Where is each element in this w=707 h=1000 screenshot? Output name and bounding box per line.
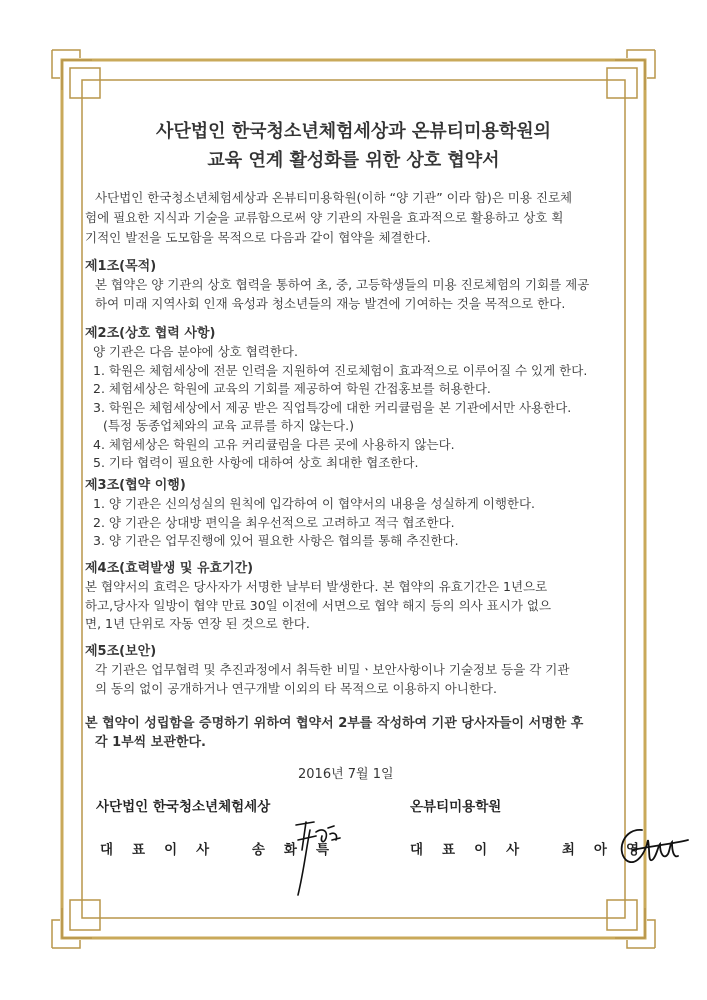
- article-3: [85, 477, 625, 551]
- intro-paragraph: [85, 188, 620, 248]
- article-item: 1. 양 기관은 신의성실의 원칙에 입각하여 이 협약서의 내용을 성실하게 이행한다.: [93, 496, 536, 511]
- intro-line: 사단법인 한국청소년체험세상과 온뷰티미용학원(이하 “양 기관” 이라 함)은 미용 진로체: [95, 190, 573, 205]
- document-title-line1: 사단법인 한국청소년체험세상과 온뷰티미용학원의: [155, 121, 552, 142]
- agreement-date: 2016년 7월 1일: [298, 767, 394, 782]
- article-item: 3. 학원은 체험세상에서 제공 받은 직업특강에 대한 커리큘럼을 본 기관에서만 사용한다.: [93, 399, 572, 415]
- intro-line: 기적인 발전을 도모함을 목적으로 다음과 같이 협약을 체결한다.: [85, 230, 431, 245]
- article-line: 의 동의 없이 공개하거나 연구개발 이외의 타 목적으로 이용하지 아니한다.: [95, 680, 497, 696]
- closing-statement: [85, 714, 625, 752]
- intro-line: 험에 필요한 지식과 기술을 교류함으로써 양 기관의 자원을 효과적으로 활용하고 상호 획: [85, 210, 564, 225]
- article-2: [85, 325, 625, 473]
- article-item: 3. 양 기관은 업무진행에 있어 필요한 사항은 협의를 통해 추진한다.: [93, 533, 459, 548]
- article-heading: 제3조(협약 이행): [85, 478, 186, 493]
- party-1-organization: 사단법인 한국청소년체험세상: [96, 799, 271, 815]
- article-heading: 제5조(보안): [85, 644, 157, 659]
- article-line: 면, 1년 단위로 자동 연장 된 것으로 한다.: [85, 616, 310, 631]
- article-heading: 제2조(상호 협력 사항): [85, 326, 216, 341]
- article-lead: 양 기관은 다음 분야에 상호 협력한다.: [93, 344, 298, 359]
- article-4: [85, 560, 625, 634]
- article-line: 각 기관은 업무협력 및 추진과정에서 취득한 비밀ㆍ보안사항이나 기술정보 등을 각 기관: [95, 662, 570, 677]
- article-5: [85, 643, 625, 698]
- document-title-line2: 교육 연계 활성화를 위한 상호 협약서: [207, 150, 500, 171]
- article-item: 2. 양 기관은 상대방 편익을 최우선적으로 고려하고 적극 협조한다.: [93, 514, 455, 530]
- article-1: [85, 258, 625, 313]
- party-2-organization: 온뷰티미용학원: [410, 799, 502, 815]
- article-line: 본 협약은 양 기관의 상호 협력을 통하여 초, 중, 고등학생들의 미용 진로체험의 기회를 제공: [95, 277, 590, 292]
- article-item: 2. 체험세상은 학원에 교육의 기회를 제공하여 학원 간접홍보를 허용한다.: [93, 381, 491, 396]
- party-1-representative: 대표이사 송화특: [100, 842, 348, 858]
- article-heading: 제4조(효력발생 및 유효기간): [85, 561, 254, 576]
- closing-line: 각 1부씩 보관한다.: [95, 735, 206, 750]
- article-line: 하고,당사자 일방이 협약 만료 30일 이전에 서면으로 협약 해지 등의 의사 표시가 없으: [85, 597, 552, 613]
- party-2-signature: [612, 820, 692, 870]
- party-1-signature: [276, 810, 356, 900]
- article-item: 5. 기타 협력이 필요한 사항에 대하여 상호 최대한 협조한다.: [93, 455, 419, 470]
- article-line: 하여 미래 지역사회 인재 육성과 청소년들의 재능 발견에 기여하는 것을 목적으로 한다.: [95, 295, 566, 311]
- article-item: 4. 체험세상은 학원의 고유 커리큘럼을 다른 곳에 사용하지 않는다.: [93, 436, 455, 452]
- article-subnote: (특정 동종업체와의 교육 교류를 하지 않는다.): [103, 418, 354, 433]
- article-line: 본 협약서의 효력은 당사자가 서명한 날부터 발생한다. 본 협약의 유효기간은 1년으로: [85, 579, 548, 594]
- article-heading: 제1조(목적): [85, 259, 157, 274]
- closing-line: 본 협약이 성립함을 증명하기 위하여 협약서 2부를 작성하여 기관 당사자들이 서명한 후: [85, 716, 584, 731]
- article-item: 1. 학원은 체험세상에 전문 인력을 지원하여 진로체험이 효과적으로 이루어질 수 있게 한다.: [93, 362, 588, 378]
- party-2-representative: 대표이사 최아영: [410, 842, 658, 858]
